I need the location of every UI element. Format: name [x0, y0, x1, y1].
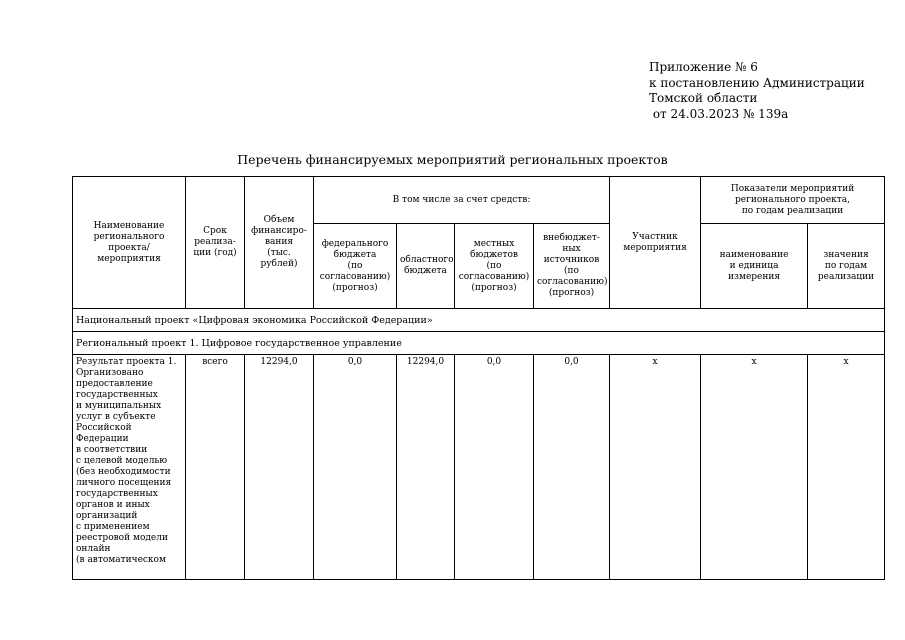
header-regional: областного бюджета	[397, 224, 455, 309]
row-local: 0,0	[455, 355, 534, 580]
header-row-1	[73, 177, 885, 224]
header-indicators-group: Показатели мероприятий регионального проекта, по годам реализации	[701, 177, 885, 224]
row-term: всего	[186, 355, 245, 580]
row-indicator-name: x	[701, 355, 808, 580]
header-volume: Объем финансиро- вания (тыс. рублей)	[245, 177, 314, 309]
header-project: Наименование регионального проекта/ мероприятия	[73, 177, 186, 309]
header-term: Срок реализа- ции (год)	[186, 177, 245, 309]
row-regional: 12294,0	[397, 355, 455, 580]
row-extra: 0,0	[534, 355, 610, 580]
appendix-block: Приложение № 6 к постановлению Администрации Томской области от 24.03.2023 № 139а	[649, 60, 865, 121]
row-name: Результат проекта 1. Организовано предоставление государственных и муниципальных услуг в субъекте Российской Федерации в соответствии с целевой моделью (без необходимости личного посещения государственных органов и иных организаций с применением реестровой модели онлайн (в автоматическом	[73, 355, 186, 580]
regional-project-row	[73, 332, 885, 355]
projects-table	[72, 176, 885, 580]
document-title: Перечень финансируемых мероприятий региональных проектов	[237, 152, 668, 167]
header-federal: федерального бюджета (по согласованию) (прогноз)	[314, 224, 397, 309]
national-project-row	[73, 309, 885, 332]
regional-project-title: Региональный проект 1. Цифровое государственное управление	[73, 332, 885, 355]
national-project-title: Национальный проект «Цифровая экономика Российской Федерации»	[73, 309, 885, 332]
row-volume: 12294,0	[245, 355, 314, 580]
header-local: местных бюджетов (по согласованию) (прогноз)	[455, 224, 534, 309]
header-indicator-name: наименование и единица измерения	[701, 224, 808, 309]
header-extra: внебюджет- ных источников (по согласованию) (прогноз)	[534, 224, 610, 309]
header-participant: Участник мероприятия	[610, 177, 701, 309]
header-indicator-values: значения по годам реализации	[808, 224, 885, 309]
table-row	[73, 355, 885, 580]
row-federal: 0,0	[314, 355, 397, 580]
row-participant: x	[610, 355, 701, 580]
row-indicator-values: x	[808, 355, 885, 580]
header-sources-group: В том числе за счет средств:	[314, 177, 610, 224]
